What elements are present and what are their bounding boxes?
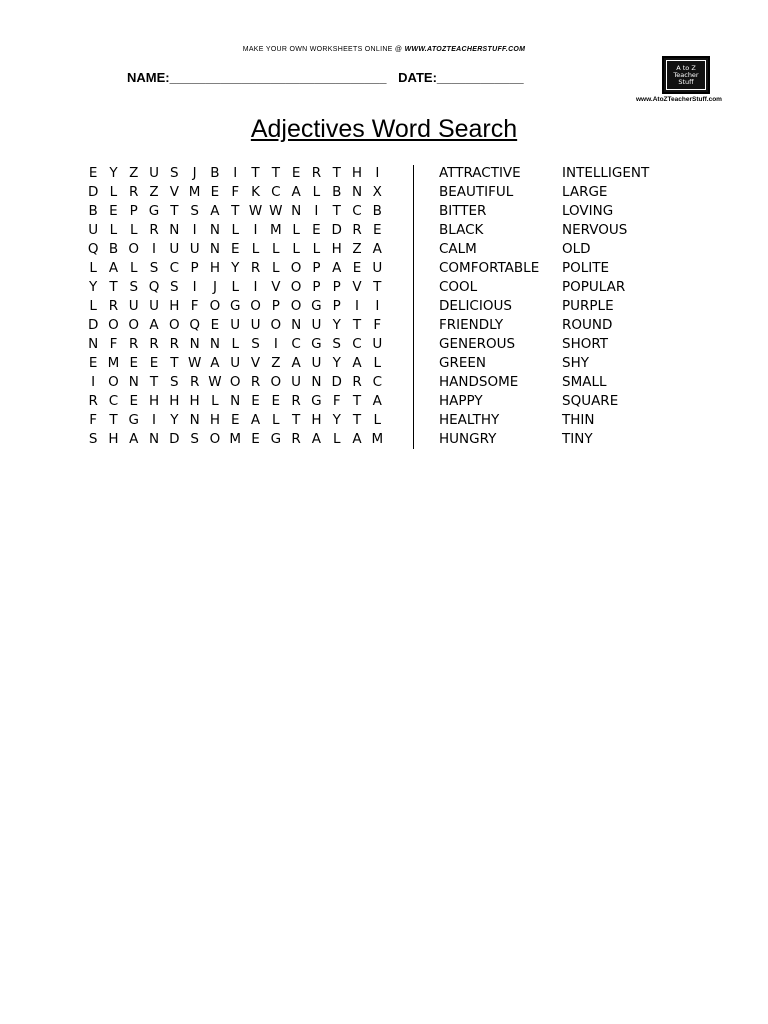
grid-letter: T [352,317,362,333]
grid-letter: Z [149,184,159,200]
grid-letter: L [129,222,138,238]
grid-letter: A [108,260,119,276]
grid-letter: P [332,298,341,314]
word-list-item: HEALTHY [439,412,500,428]
grid-letter: N [209,222,220,238]
banner-prefix: MAKE YOUR OWN WORKSHEETS ONLINE @ [242,46,403,53]
word-list-item: INTELLIGENT [562,165,650,181]
word-list-item: BEAUTIFUL [439,184,514,200]
grid-letter: H [169,298,180,314]
grid-letter: O [169,317,180,333]
grid-letter: U [372,260,383,276]
grid-letter: G [311,393,322,409]
grid-letter: F [190,298,199,314]
grid-letter: L [373,412,382,428]
grid-letter: I [253,222,258,238]
grid-letter: S [170,165,179,181]
grid-letter: W [187,355,202,371]
grid-letter: U [169,241,180,257]
grid-letter: S [190,203,199,219]
grid-letter: R [169,336,180,352]
grid-letter: U [250,317,261,333]
letter-grid [83,164,387,449]
grid-letter: P [190,260,199,276]
grid-letter: L [312,184,321,200]
grid-letter: Y [332,412,341,428]
grid-letter: O [250,298,261,314]
grid-letter: T [271,165,280,181]
grid-letter: A [129,431,139,447]
grid-letter: O [270,374,282,390]
grid-letter: T [352,412,362,428]
grid-letter: Y [231,260,240,276]
grid-letter: E [149,355,159,371]
grid-letter: R [129,336,139,352]
grid-letter: L [109,184,118,200]
grid-letter: C [291,336,301,352]
grid-letter: L [109,222,118,238]
grid-letter: T [170,203,179,219]
grid-letter: N [311,374,322,390]
grid-letter: E [88,165,98,181]
word-list-item: GREEN [439,355,486,371]
grid-letter: V [250,355,261,371]
grid-letter: D [87,184,99,200]
grid-letter: O [108,317,119,333]
grid-letter: E [251,431,260,447]
grid-letter: D [169,431,180,447]
grid-letter: Y [332,317,341,333]
grid-letter: Q [87,241,99,257]
grid-letter: U [291,374,302,390]
grid-letter: N [291,203,302,219]
grid-letter: U [372,336,383,352]
grid-letter: G [229,298,241,314]
grid-letter: R [108,298,119,314]
grid-letter: C [352,203,362,219]
word-list-column-1 [439,164,539,449]
grid-letter: E [230,241,240,257]
grid-letter: P [332,279,341,295]
grid-letter: I [375,165,380,181]
grid-letter: L [89,260,97,276]
grid-letter: L [272,412,280,428]
word-list-item: NERVOUS [562,222,628,238]
grid-letter: N [291,317,302,333]
grid-letter: C [108,393,119,409]
grid-letter: R [352,222,362,238]
grid-letter: D [331,374,342,390]
grid-letter: I [314,203,319,219]
grid-letter: S [251,336,260,352]
grid-letter: T [231,203,240,219]
grid-letter: E [230,412,240,428]
word-list-item: LARGE [562,184,608,200]
grid-letter: N [230,393,241,409]
grid-letter: L [292,222,300,238]
grid-letter: K [251,184,260,200]
grid-letter: V [271,279,281,295]
logo [662,56,710,94]
word-list-item: ROUND [562,317,613,333]
grid-letter: D [331,222,342,238]
grid-letter: W [208,374,222,390]
grid-letter: Q [148,279,160,295]
grid-letter: U [230,355,241,371]
grid-letter: T [149,374,159,390]
grid-letter: J [192,165,197,181]
grid-letter: Q [189,317,200,333]
grid-letter: I [253,279,258,295]
word-list-item: DELICIOUS [439,298,512,314]
grid-letter: S [332,336,341,352]
grid-letter: N [351,184,363,200]
word-list-item: CALM [439,241,477,257]
grid-letter: L [231,222,239,238]
grid-letter: L [231,336,239,352]
word-list-item: LOVING [562,203,614,219]
grid-letter: A [352,431,362,447]
grid-letter: Z [352,241,362,257]
word-list-item: THIN [562,412,595,428]
grid-letter: I [152,412,157,428]
grid-letter: A [291,355,301,371]
grid-letter: S [88,431,98,447]
word-list-item: SHORT [562,336,608,352]
grid-letter: U [88,222,99,238]
word-list-item: SMALL [562,374,607,390]
grid-letter: N [128,374,139,390]
grid-letter: S [149,260,159,276]
grid-letter: L [312,241,321,257]
grid-letter: E [129,355,138,371]
name-field: NAME:______________________________ [127,70,387,85]
grid-letter: F [89,412,98,428]
word-list-item: OLD [562,241,591,257]
word-list-column-2 [562,164,649,449]
grid-letter: N [88,336,99,352]
grid-letter: L [89,298,97,314]
grid-letter: S [170,374,179,390]
grid-letter: N [189,412,200,428]
grid-letter: N [169,222,180,238]
grid-letter: S [129,279,139,295]
grid-letter: H [108,431,119,447]
grid-letter: V [352,279,362,295]
grid-letter: I [192,222,197,238]
grid-letter: T [251,165,260,181]
grid-letter: O [290,279,302,295]
grid-letter: A [352,355,362,371]
grid-letter: E [88,355,98,371]
grid-letter: V [169,184,179,200]
grid-letter: N [148,431,160,447]
grid-letter: A [332,260,342,276]
grid-letter: O [128,241,140,257]
grid-letter: R [250,374,261,390]
grid-letter: U [311,355,322,371]
grid-letter: U [149,298,159,314]
grid-letter: Y [109,165,118,181]
grid-letter: I [91,374,96,390]
grid-letter: F [373,317,382,333]
grid-letter: P [312,260,321,276]
grid-letter: R [291,393,301,409]
grid-letter: L [251,241,260,257]
grid-letter: S [190,431,199,447]
grid-letter: L [272,260,280,276]
grid-letter: M [269,222,282,238]
grid-letter: E [291,165,301,181]
grid-letter: E [312,222,321,238]
word-list-item: TINY [562,431,593,447]
grid-letter: B [210,165,220,181]
grid-letter: Z [129,165,139,181]
word-list-item: SHY [562,355,589,371]
grid-letter: C [372,374,383,390]
grid-letter: O [229,374,241,390]
grid-letter: G [270,431,282,447]
word-list-item: FRIENDLY [439,317,504,333]
grid-letter: R [291,431,301,447]
grid-letter: H [331,241,342,257]
word-list-item: POPULAR [562,279,626,295]
grid-letter: C [352,336,362,352]
word-list-item: BITTER [439,203,487,219]
grid-letter: N [209,241,220,257]
grid-letter: O [270,317,282,333]
grid-letter: H [169,393,180,409]
grid-letter: U [311,317,322,333]
word-list-item: POLITE [562,260,610,276]
grid-letter: G [311,336,322,352]
grid-letter: T [109,279,118,295]
grid-letter: S [170,279,179,295]
grid-letter: A [250,412,261,428]
word-list-item: HANDSOME [439,374,519,390]
grid-letter: A [372,241,382,257]
grid-letter: R [88,393,98,409]
grid-letter: M [188,184,201,200]
grid-letter: U [230,317,241,333]
grid-letter: P [129,203,138,219]
grid-letter: L [129,260,138,276]
grid-letter: R [129,184,139,200]
grid-letter: X [372,184,382,200]
grid-letter: L [292,241,300,257]
grid-letter: Y [89,279,98,295]
grid-letter: N [189,336,200,352]
grid-letter: P [312,279,321,295]
grid-letter: E [109,203,118,219]
word-list-item: HAPPY [439,393,483,409]
grid-letter: G [128,412,139,428]
grid-letter: R [149,336,159,352]
grid-letter: B [372,203,382,219]
divider [413,165,414,449]
grid-letter: I [355,298,359,314]
grid-letter: R [250,260,261,276]
name-date-row [127,70,524,85]
grid-letter: A [149,317,159,333]
word-list-item: PURPLE [562,298,614,314]
grid-letter: O [128,317,140,333]
grid-letter: A [210,203,220,219]
grid-letter: E [129,393,138,409]
grid-letter: R [311,165,322,181]
grid-letter: I [152,241,157,257]
grid-letter: T [332,203,341,219]
banner-url[interactable]: WWW.ATOZTEACHERSTUFF.COM [404,46,526,53]
grid-letter: I [273,336,278,352]
grid-letter: M [229,431,242,447]
word-list-item: BLACK [439,222,484,238]
word-list-item: HUNGRY [439,431,497,447]
grid-letter: O [290,260,302,276]
grid-letter: F [109,336,118,352]
grid-letter: T [373,279,382,295]
grid-letter: H [148,393,160,409]
grid-letter: E [373,222,382,238]
logo-text: A to Z Teacher Stuff [666,60,706,90]
word-list-item: ATTRACTIVE [439,165,521,181]
grid-letter: O [290,298,302,314]
grid-letter: W [248,203,263,219]
grid-letter: E [251,393,260,409]
grid-letter: P [271,298,280,314]
grid-letter: A [372,393,382,409]
grid-letter: D [87,317,99,333]
grid-letter: M [371,431,384,447]
grid-letter: L [373,355,382,371]
grid-letter: U [149,165,159,181]
grid-letter: E [271,393,281,409]
grid-letter: L [211,393,219,409]
grid-letter: A [291,184,301,200]
grid-letter: T [332,165,341,181]
grid-letter: I [192,279,197,295]
grid-letter: H [209,260,220,276]
grid-letter: G [311,298,322,314]
word-list-item: COMFORTABLE [439,260,540,276]
grid-letter: O [209,298,221,314]
grid-letter: T [109,412,118,428]
grid-letter: Y [170,412,179,428]
word-list-item: COOL [439,279,478,295]
grid-letter: R [149,222,159,238]
grid-letter: M [107,355,120,371]
grid-letter: E [210,184,220,200]
grid-letter: G [148,203,160,219]
grid-letter: H [311,412,322,428]
grid-letter: A [210,355,220,371]
grid-letter: B [108,241,119,257]
page-title: Adjectives Word Search [250,115,518,143]
grid-letter: L [231,279,239,295]
grid-letter: H [351,165,363,181]
grid-letter: I [375,298,380,314]
grid-letter: U [128,298,139,314]
grid-letter: C [271,184,281,200]
grid-letter: T [291,412,301,428]
grid-letter: A [311,431,322,447]
grid-letter: I [233,165,238,181]
grid-letter: E [352,260,362,276]
grid-letter: J [212,279,217,295]
date-field: DATE:____________ [398,70,524,85]
grid-letter: T [352,393,362,409]
grid-letter: Y [332,355,341,371]
grid-letter: T [170,355,179,371]
grid-letter: R [352,374,362,390]
grid-letter: W [269,203,283,219]
grid-letter: L [332,431,341,447]
grid-letter: B [332,184,342,200]
grid-letter: H [189,393,200,409]
word-list-item: SQUARE [562,393,619,409]
grid-letter: Z [271,355,281,371]
grid-letter: R [189,374,200,390]
grid-letter: E [210,317,220,333]
banner [0,46,768,53]
word-list-item: GENEROUS [439,336,516,352]
grid-letter: N [209,336,220,352]
grid-letter: O [108,374,119,390]
grid-letter: L [272,241,280,257]
logo-url: www.AtoZTeacherStuff.com [636,96,722,103]
grid-letter: F [231,184,240,200]
grid-letter: F [332,393,341,409]
grid-letter: C [169,260,180,276]
grid-letter: H [209,412,220,428]
grid-letter: B [88,203,98,219]
grid-letter: U [189,241,200,257]
grid-letter: O [209,431,221,447]
